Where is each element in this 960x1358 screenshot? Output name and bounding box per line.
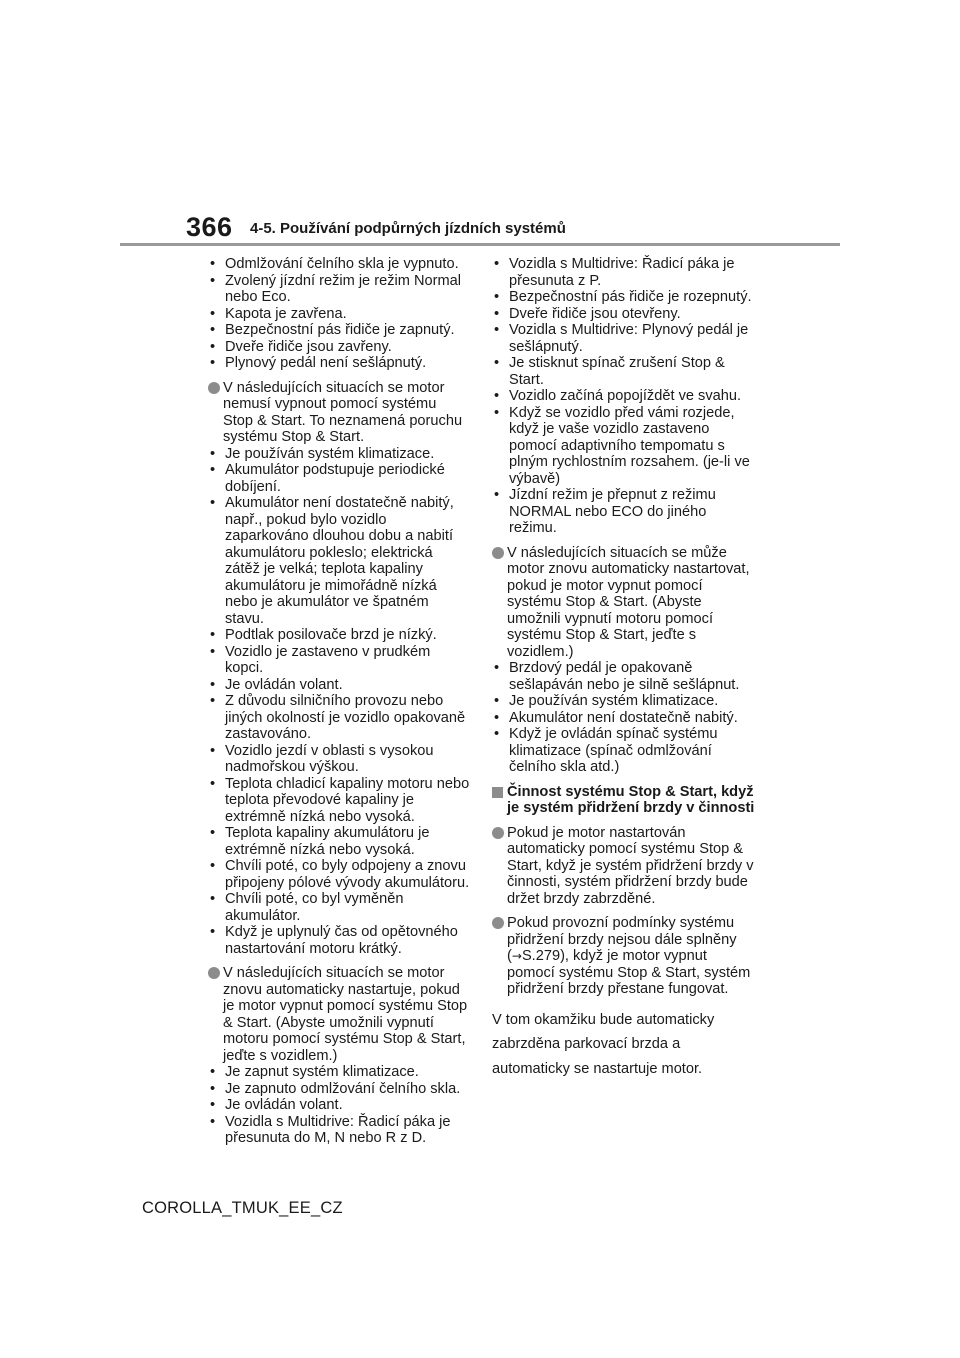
circle-paragraph: V následujících situacích se motor znovu automaticky nastartuje, pokud je motor vypnut pomocí systému Stop & Start. (Abyste umožnili vypnutí motoru pomocí systému Stop & Start, jeďte s vozidlem.) xyxy=(208,965,470,1064)
page-number: 366 xyxy=(186,212,233,242)
bullet-icon: • xyxy=(210,462,216,478)
bullet-icon: • xyxy=(494,404,500,421)
bullet-icon: • xyxy=(210,1113,216,1130)
circle-paragraph: V následujících situacích se motor nemusí vypnout pomocí systému Stop & Start. To neznamená poruchu systému Stop & Start. xyxy=(208,380,470,446)
circle-paragraph: Pokud provozní podmínky systému přidržení brzdy nejsou dále splněny (→S.279), když je motor vypnut pomocí systému Stop & Start, systém přidržení brzdy přestane fungovat. xyxy=(492,915,758,998)
list-item: • Je stisknut spínač zrušení Stop & Start. xyxy=(494,355,725,388)
bullet-icon: • xyxy=(210,676,216,693)
list-item: • Podtlak posilovače brzd je nízký. xyxy=(210,627,437,643)
list-item: • Vozidlo jezdí v oblasti s vysokou nadmořskou výškou. xyxy=(210,742,434,775)
list-item: • Z důvodu silničního provozu nebo jiných okolností je vozidlo opakovaně zastavováno. xyxy=(210,693,466,742)
bullet-icon: • xyxy=(494,709,500,726)
arrow-right-icon: → xyxy=(511,949,522,963)
list-item: • Dveře řidiče jsou otevřeny. xyxy=(494,305,681,322)
list-item: • Když je uplynulý čas od opětovného nastartování motoru krátký. xyxy=(210,924,458,957)
bullet-icon: • xyxy=(494,355,500,371)
list-item: • Je používán systém klimatizace. xyxy=(210,445,435,462)
list-item: • Brzdový pedál je opakovaně sešlapáván nebo je silně sešlápnut. xyxy=(494,660,740,693)
list-item: • Akumulátor podstupuje periodické dobíjení. xyxy=(210,462,445,495)
bullet-list-d xyxy=(492,256,758,537)
bullet-icon: • xyxy=(210,643,216,660)
bullet-list-b xyxy=(208,446,470,958)
bullet-icon: • xyxy=(210,693,216,709)
subsection-heading: Činnost systému Stop & Start, když je systém přidržení brzdy v činnosti xyxy=(492,784,758,817)
bullet-icon: • xyxy=(210,355,216,371)
bullet-icon: • xyxy=(494,289,500,305)
list-item: • Je používán systém klimatizace. xyxy=(494,693,719,709)
list-item: • Plynový pedál není sešlápnutý. xyxy=(210,355,427,371)
right-column xyxy=(492,256,758,1081)
list-item: • Akumulátor není dostatečně nabitý. xyxy=(494,709,738,726)
list-item: • Vozidlo začíná popojíždět ve svahu. xyxy=(494,388,742,404)
bullet-icon: • xyxy=(210,445,216,462)
list-item: • Je zapnut systém klimatizace. xyxy=(210,1064,419,1080)
section-title: 4-5. Používání podpůrných jízdních systémů xyxy=(250,220,566,237)
bullet-icon: • xyxy=(210,825,216,841)
page-header xyxy=(0,0,960,250)
bullet-icon: • xyxy=(210,322,216,338)
circle-bullet-icon xyxy=(208,382,220,394)
bullet-icon: • xyxy=(210,891,216,907)
list-item: • Vozidla s Multidrive: Plynový pedál je sešlápnutý. xyxy=(494,322,749,355)
list-item: • Jízdní režim je přepnut z režimu NORMAL nebo ECO do jiného režimu. xyxy=(494,487,716,536)
bullet-icon: • xyxy=(494,256,500,272)
bullet-icon: • xyxy=(210,1064,216,1080)
list-item: • Je ovládán volant. xyxy=(210,1097,343,1113)
bullet-icon: • xyxy=(210,305,216,322)
bullet-icon: • xyxy=(210,256,216,272)
list-item: • Vozidla s Multidrive: Řadicí páka je přesunuta do M, N nebo R z D. xyxy=(210,1113,451,1146)
page-reference: S.279), když je motor vypnut pomocí systému Stop & Start, systém přidržení brzdy přestane fungovat. xyxy=(507,948,751,997)
list-item: • Když se vozidlo před vámi rozjede, když je vaše vozidlo zastaveno pomocí adaptivního tempomatu s plným rychlostním rozsahem. (je-li ve výbavě) xyxy=(494,404,750,487)
list-item: • Vozidlo je zastaveno v prudkém kopci. xyxy=(210,643,431,676)
list-item: • Chvíli poté, co byly odpojeny a znovu připojeny pólové vývody akumulátoru. xyxy=(210,858,470,891)
left-column xyxy=(208,256,470,1147)
bullet-list-a xyxy=(208,256,470,372)
closing-paragraph: V tom okamžiku bude automaticky zabrzděna parkovací brzda a automaticky se nastartuje motor. xyxy=(492,1011,715,1077)
bullet-icon: • xyxy=(494,322,500,338)
list-item: • Odmlžování čelního skla je vypnuto. xyxy=(210,256,459,272)
bullet-icon: • xyxy=(210,1097,216,1113)
list-item: • Bezpečnostní pás řidiče je rozepnutý. xyxy=(494,289,752,305)
bullet-list-e xyxy=(492,660,758,776)
footer-model-code: COROLLA_TMUK_EE_CZ xyxy=(142,1199,343,1217)
list-item: • Je zapnuto odmlžování čelního skla. xyxy=(210,1080,461,1097)
list-item: • Zvolený jízdní režim je režim Normal nebo Eco. xyxy=(210,272,461,305)
bullet-icon: • xyxy=(210,495,216,511)
list-item: • Teplota kapaliny akumulátoru je extrémně nízká nebo vysoká. xyxy=(210,825,430,858)
circle-paragraph: Pokud je motor nastartován automaticky pomocí systému Stop & Start, když je systém přidržení brzdy v činnosti, systém přidržení brzdy bude držet brzdy zabrzděné. xyxy=(492,825,758,908)
bullet-icon: • xyxy=(210,338,216,355)
bullet-list-c xyxy=(208,1064,470,1147)
bullet-icon: • xyxy=(210,858,216,874)
list-item: • Akumulátor není dostatečně nabitý, např., pokud bylo vozidlo zaparkováno dlouhou dobu a nabití akumulátoru pokleslo; elektrická zátěž je velká; teplota kapaliny akumulátoru je mimořádně nízká nebo je akumulátor ve špatném stavu. xyxy=(210,495,454,627)
bullet-icon: • xyxy=(494,660,500,676)
bullet-icon: • xyxy=(210,742,216,759)
circle-paragraph: V následujících situacích se může motor znovu automaticky nastartovat, pokud je motor vypnut pomocí systému Stop & Start. (Abyste umožnili vypnutí motoru pomocí systému Stop & Start, jeďte s vozidlem.) xyxy=(492,545,758,661)
bullet-icon: • xyxy=(494,726,500,742)
bullet-icon: • xyxy=(210,627,216,643)
list-item: • Je ovládán volant. xyxy=(210,676,343,693)
circle-bullet-icon xyxy=(492,547,504,559)
bullet-icon: • xyxy=(210,775,216,792)
circle-bullet-icon xyxy=(492,917,504,929)
circle-bullet-icon xyxy=(208,967,220,979)
bullet-icon: • xyxy=(210,924,216,940)
list-item: • Bezpečnostní pás řidiče je zapnutý. xyxy=(210,322,455,338)
square-bullet-icon xyxy=(492,787,503,798)
list-item: • Chvíli poté, co byl vyměněn akumulátor. xyxy=(210,891,404,924)
bullet-icon: • xyxy=(494,693,500,709)
list-item: • Vozidla s Multidrive: Řadicí páka je přesunuta z P. xyxy=(494,256,735,289)
bullet-icon: • xyxy=(494,487,500,503)
header-divider xyxy=(120,243,840,246)
bullet-icon: • xyxy=(494,305,500,322)
list-item: • Teplota chladicí kapaliny motoru nebo teplota převodové kapaliny je extrémně nízká nebo vysoká. xyxy=(210,775,470,825)
list-item: • Když je ovládán spínač systému klimatizace (spínač odmlžování čelního skla atd.) xyxy=(494,726,718,775)
list-item: • Dveře řidiče jsou zavřeny. xyxy=(210,338,392,355)
bullet-icon: • xyxy=(210,1080,216,1097)
bullet-icon: • xyxy=(494,388,500,404)
list-item: • Kapota je zavřena. xyxy=(210,305,347,322)
bullet-icon: • xyxy=(210,272,216,289)
circle-bullet-icon xyxy=(492,827,504,839)
